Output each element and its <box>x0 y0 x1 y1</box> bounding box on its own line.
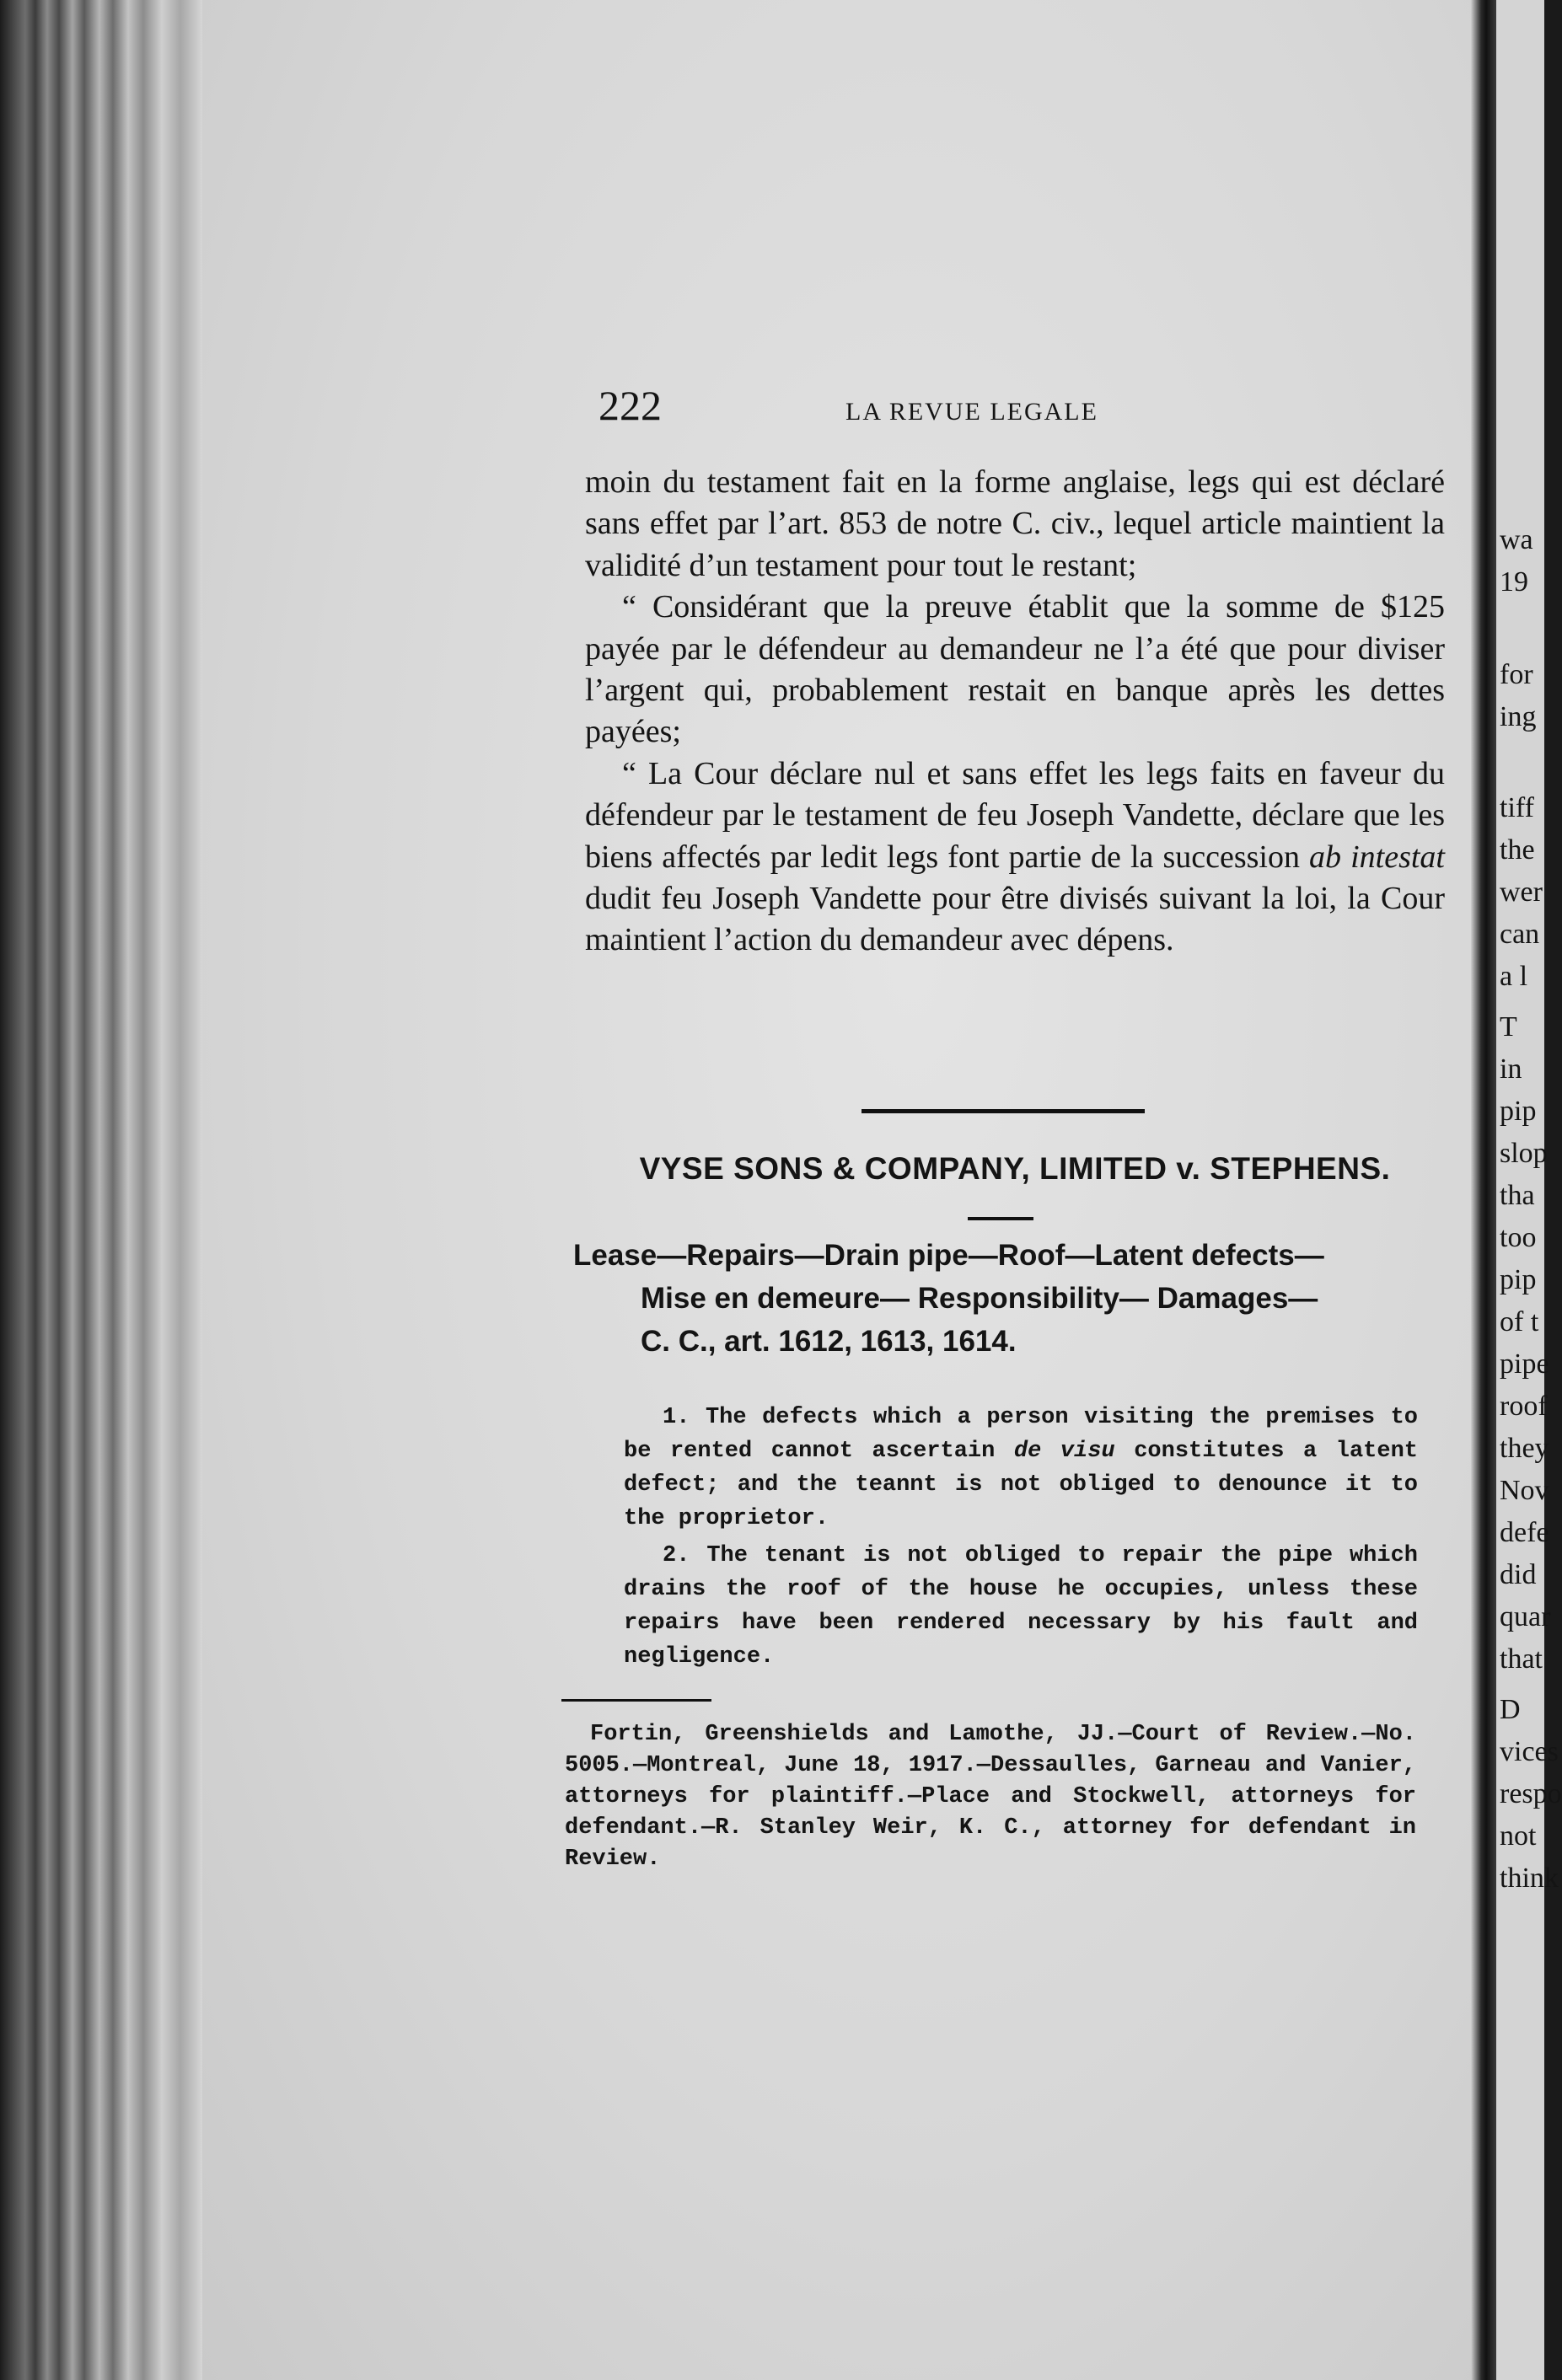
facing-page-line: that <box>1500 1643 1543 1675</box>
syllabus-item-1-end: constitutes a latent defect; and the teannt is not obliged to denounce it to the proprietor. <box>624 1439 1418 1531</box>
facing-page-line: pip <box>1500 1264 1537 1295</box>
book-page-stack <box>0 0 202 2380</box>
facing-page-line: tha <box>1500 1180 1535 1211</box>
footnote <box>565 1719 1416 1875</box>
facing-page-line: a l <box>1500 961 1528 992</box>
facing-page-line: ing <box>1500 701 1537 732</box>
facing-page-line: for <box>1500 659 1533 690</box>
facing-page-line: roof <box>1500 1391 1548 1422</box>
facing-page-fragment <box>1496 0 1562 2380</box>
facing-page-line: of t <box>1500 1306 1539 1337</box>
facing-page-line: pip <box>1500 1096 1537 1127</box>
section-divider <box>862 1109 1145 1113</box>
facing-page-line: they <box>1500 1433 1549 1464</box>
syllabus-item-1-italic: de visu <box>1013 1439 1115 1464</box>
case-title: VYSE SONS & COMPANY, LIMITED v. STEPHENS. <box>639 1151 1391 1186</box>
book-gutter <box>1471 0 1496 2380</box>
headnote <box>573 1234 1425 1363</box>
facing-page-line: vices <box>1500 1736 1559 1767</box>
headnote-line-2: Mise en demeure— Responsibility— Damages— <box>641 1282 1318 1315</box>
syllabus <box>624 1401 1418 1677</box>
facing-page-line: D <box>1500 1694 1521 1725</box>
main-text <box>585 462 1445 962</box>
title-divider <box>968 1217 1033 1220</box>
facing-page-line: defe <box>1500 1517 1549 1548</box>
facing-page-line: 19 <box>1500 566 1528 598</box>
facing-page-line: did <box>1500 1559 1537 1590</box>
facing-page-line: respo <box>1500 1778 1562 1809</box>
facing-page-line: wer <box>1500 876 1543 908</box>
facing-page-line: quar <box>1500 1601 1551 1632</box>
facing-page-line: the <box>1500 834 1535 866</box>
syllabus-item-1-start: 1. The defects which a person visiting the premises to be rented cannot ascertain <box>624 1405 1418 1464</box>
facing-page-line: T <box>1500 1011 1517 1043</box>
facing-page-line: pipe <box>1500 1348 1549 1380</box>
facing-page-line: too <box>1500 1222 1537 1253</box>
paragraph-3-end: dudit feu Joseph Vandette pour être divisés suivant la loi, la Cour maintient l’action du demandeur avec dépens. <box>585 881 1445 958</box>
facing-page-line: slop <box>1500 1138 1548 1169</box>
facing-page-line: can <box>1500 919 1540 950</box>
paragraph-3-italic: ab intestat <box>1309 839 1445 875</box>
syllabus-item-1 <box>624 1401 1418 1536</box>
paragraph-3 <box>585 753 1445 962</box>
paragraph-1: moin du testament fait en la forme anglaise, legs qui est déclaré sans effet par l’art. 853 de notre C. civ., lequel article maintient la validité d’un testament pour tout le restant; <box>585 464 1445 583</box>
facing-page-line: wa <box>1500 524 1533 555</box>
paragraph-3-start: “ La Cour déclare nul et sans effet les legs faits en faveur du défendeur par le testament de feu Joseph Vandette, déclare que les biens affectés par ledit legs font partie de la succession <box>585 755 1445 875</box>
facing-page-line: not <box>1500 1820 1537 1852</box>
headnote-line-3: C. C., art. 1612, 1613, 1614. <box>641 1325 1017 1358</box>
facing-page-line: tiff <box>1500 792 1534 823</box>
footnote-text: Fortin, Greenshields and Lamothe, JJ.—Court of Review.—No. 5005.—Montreal, June 18, 1917.—Dessaulles, Garneau and Vanier, attorneys for plaintiff.—Place and Stockwell, attorneys for defendant.—R. Stanley Weir, K. C., attorney for defendant in Review. <box>565 1722 1416 1872</box>
page-number: 222 <box>598 382 662 429</box>
syllabus-item-2: 2. The tenant is not obliged to repair the pipe which drains the roof of the house he occupies, unless these repairs have been rendered necessary by his fault and negligence. <box>624 1543 1418 1670</box>
facing-page-line: Nov <box>1500 1475 1549 1506</box>
headnote-line-1: Lease—Repairs—Drain pipe—Roof—Latent defects— <box>573 1239 1324 1272</box>
book-page <box>202 0 1492 2380</box>
footnote-divider <box>561 1699 711 1702</box>
running-title: LA REVUE LEGALE <box>845 398 1098 426</box>
facing-page-line: in <box>1500 1053 1522 1085</box>
facing-page-line: think <box>1500 1863 1559 1894</box>
paragraph-2: “ Considérant que la preuve établit que la somme de $125 payée par le défendeur au demandeur ne l’a été que pour diviser l’argent qui, probablement restait en banque après les dettes payées; <box>585 589 1445 750</box>
